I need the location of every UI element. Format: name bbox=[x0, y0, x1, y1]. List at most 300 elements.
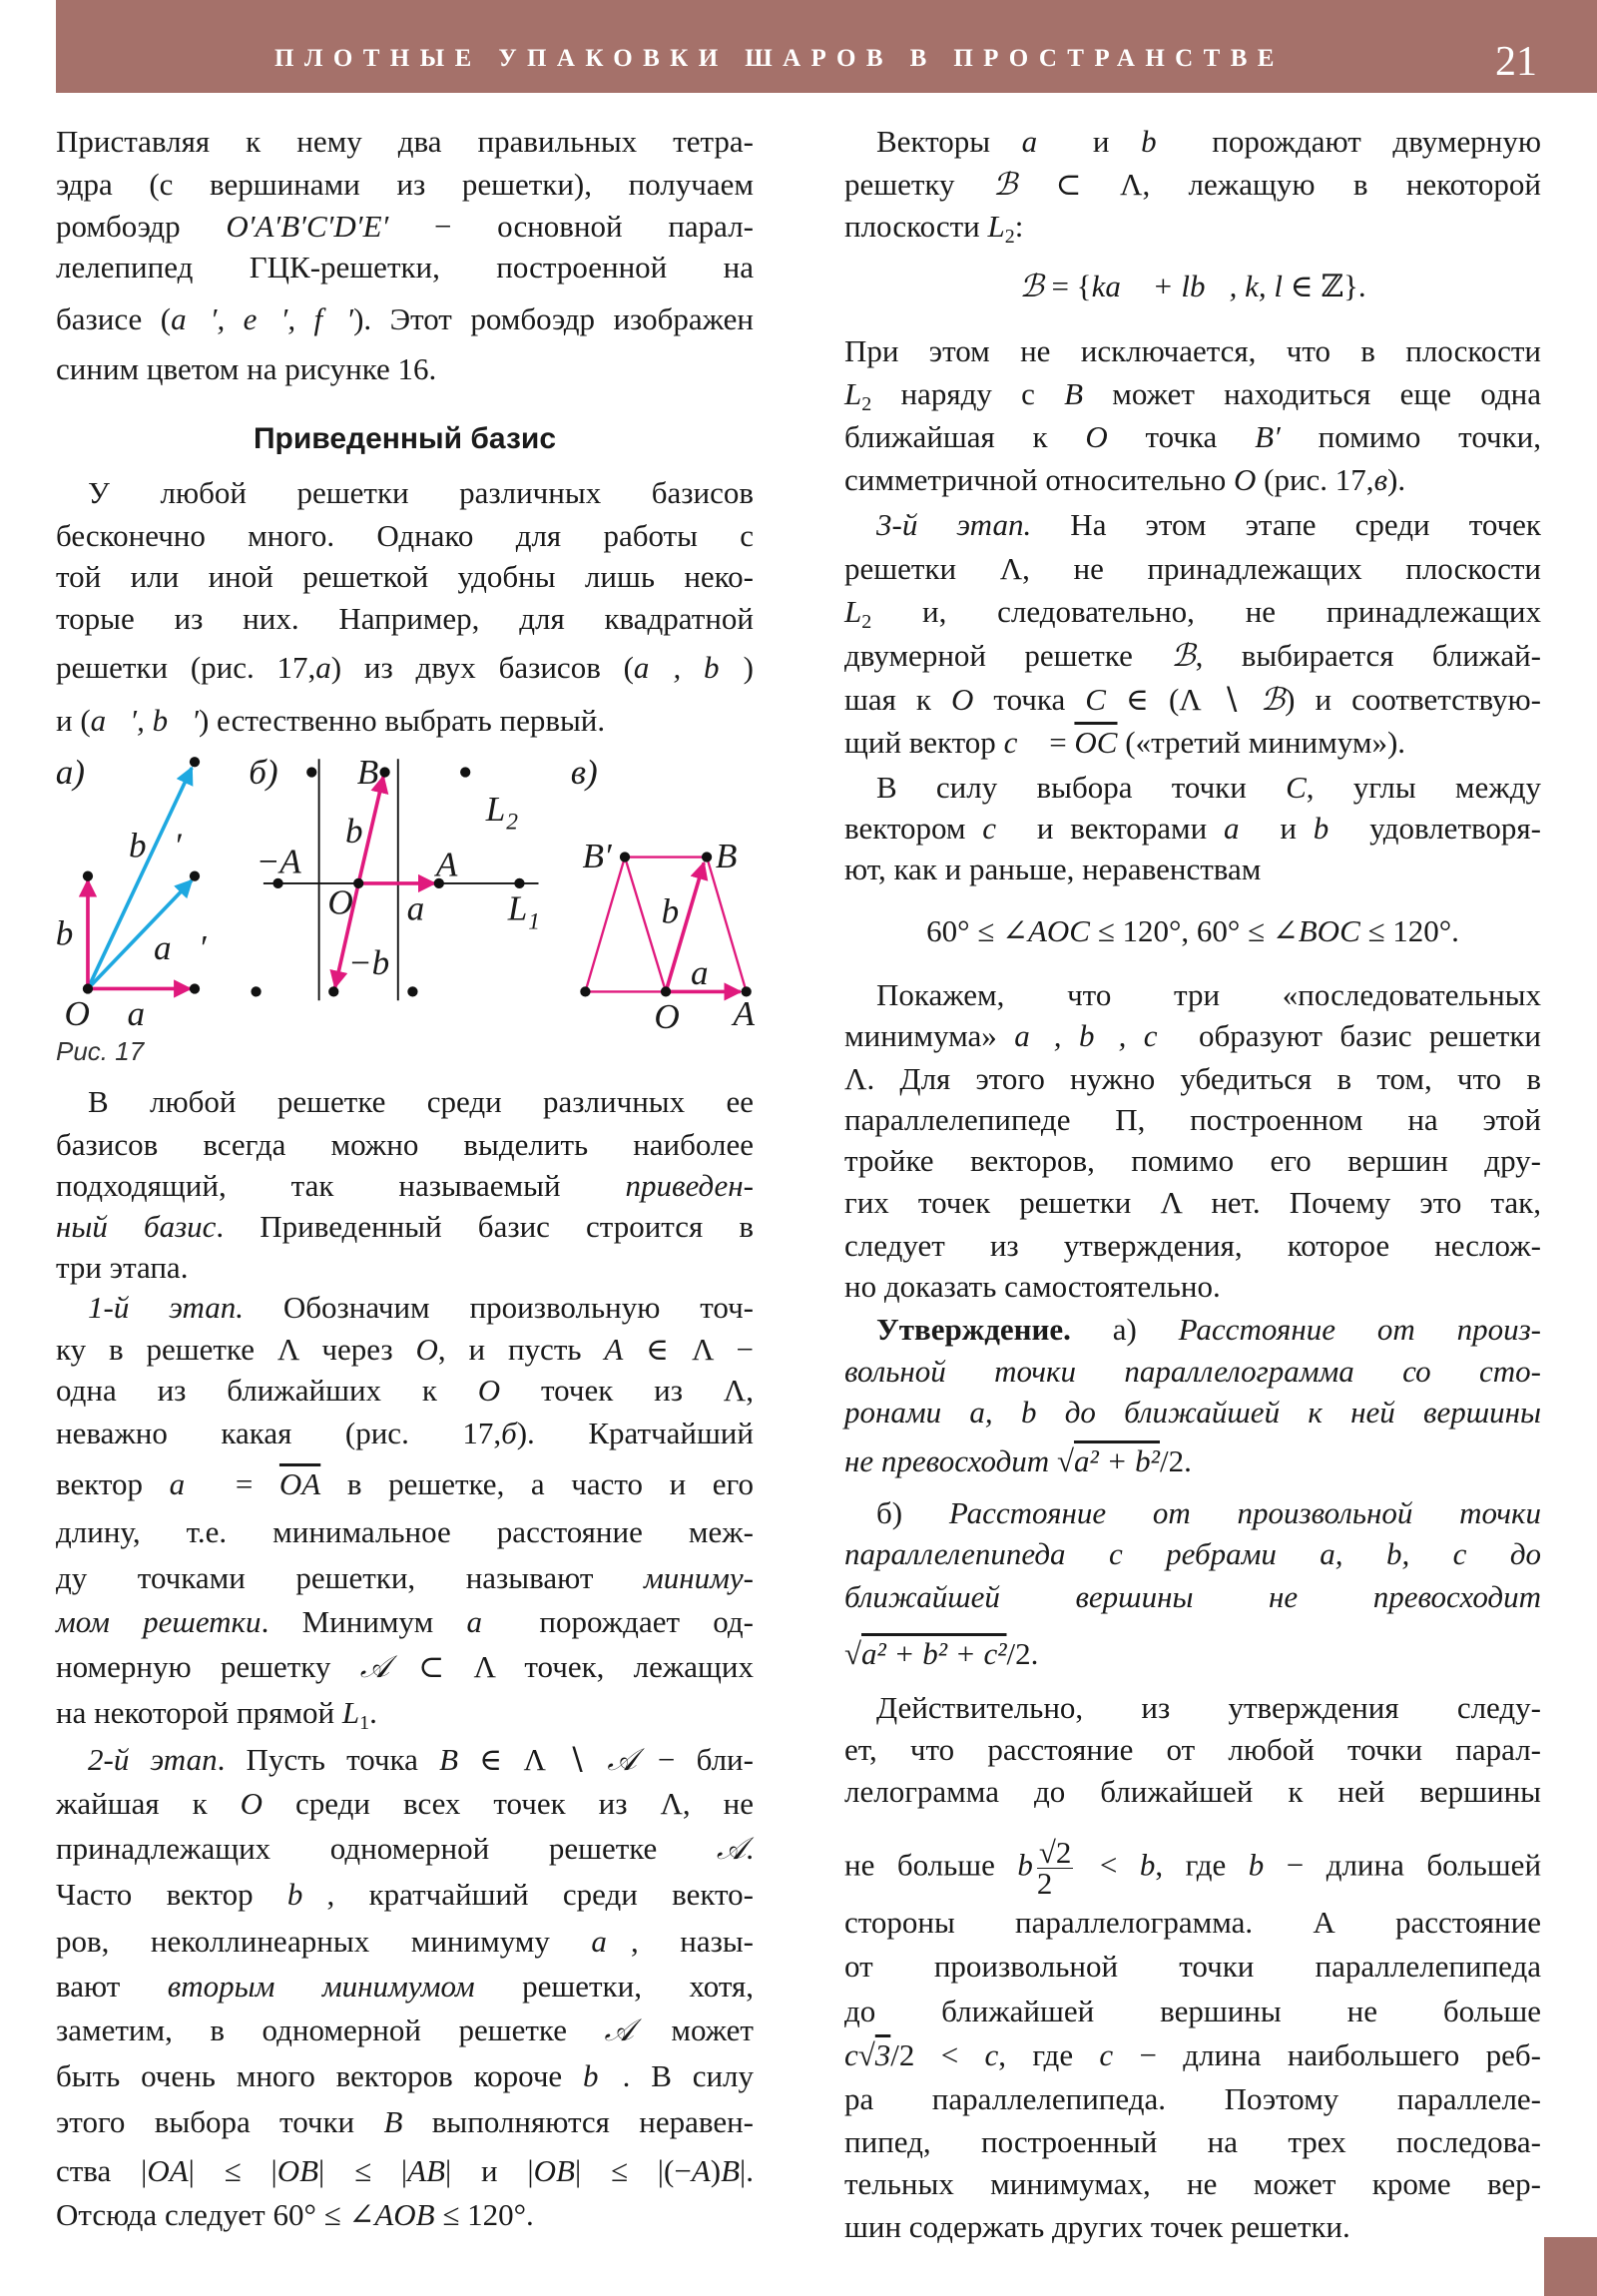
text: порождает од- bbox=[506, 1603, 754, 1639]
text-line bbox=[56, 1873, 754, 1917]
text-line bbox=[844, 2205, 1541, 2249]
italic-text: b⃗ bbox=[1141, 124, 1181, 160]
text-line bbox=[844, 1139, 1541, 1183]
text-line bbox=[844, 973, 1541, 1017]
text: | ≤ |(− bbox=[574, 2152, 692, 2188]
label-A: A bbox=[435, 845, 458, 884]
figure-17 bbox=[44, 740, 776, 1084]
text-line bbox=[56, 297, 754, 341]
text: У любой решетки различных базисов bbox=[88, 475, 754, 511]
text-line bbox=[56, 1164, 754, 1208]
text-line bbox=[56, 597, 754, 641]
text: порождают двумерную bbox=[1180, 124, 1542, 160]
text: тройке векторов, помимо его вершин дру- bbox=[844, 1142, 1541, 1178]
text-line bbox=[56, 120, 754, 164]
italic-text: b⃗ bbox=[286, 1876, 327, 1912]
label-O: O bbox=[327, 882, 353, 922]
text-line bbox=[844, 415, 1541, 459]
text: < bbox=[1077, 1847, 1140, 1883]
text: /2. bbox=[1006, 1636, 1039, 1672]
text: . Минимум bbox=[261, 1603, 467, 1639]
text: Приставляя к нему два правильных тетра- bbox=[56, 124, 754, 160]
text: √ bbox=[844, 1636, 862, 1672]
label-B-prime: B′ bbox=[582, 836, 612, 875]
text: , углы между bbox=[1306, 770, 1541, 805]
overlined-text: a² + b² + c² bbox=[861, 1636, 1007, 1672]
text-line bbox=[844, 2162, 1541, 2206]
text: ближайшая к bbox=[844, 419, 1086, 455]
text: три этапа. bbox=[56, 1250, 189, 1286]
subscript: 2 bbox=[1004, 226, 1015, 249]
fraction bbox=[1036, 1834, 1074, 1901]
text: ∈ Λ − bbox=[623, 1332, 755, 1368]
label-L2: L bbox=[485, 789, 506, 829]
text-line bbox=[844, 2077, 1541, 2121]
text: симметричной относительно bbox=[844, 462, 1234, 498]
formula-line bbox=[844, 909, 1541, 953]
text: ) естественно выбрать первый. bbox=[198, 702, 606, 738]
text: . В силу bbox=[622, 2057, 755, 2093]
text: ров, неколлинеарных минимуму bbox=[56, 1923, 592, 1959]
italic-text: c⃗ bbox=[982, 811, 1021, 847]
italic-text: c⃗ bbox=[1003, 724, 1042, 760]
text: стороны параллелограмма. А расстояние bbox=[844, 1904, 1541, 1940]
text: ⊂ Λ, лежащую в некоторой bbox=[1017, 166, 1541, 202]
text: /2. bbox=[1159, 1442, 1192, 1478]
text: и ( bbox=[56, 702, 91, 738]
italic-text: L bbox=[341, 1694, 360, 1730]
text-line bbox=[56, 2009, 754, 2052]
text-line bbox=[56, 471, 754, 515]
italic-text: b bbox=[1248, 1847, 1265, 1883]
text: и bbox=[1061, 124, 1142, 160]
text: ≤ 120°. bbox=[1359, 912, 1459, 948]
text: , выбирается ближай- bbox=[1195, 638, 1541, 673]
text: ет, что расстояние от любой точки парал- bbox=[844, 1731, 1541, 1767]
text: синим цветом на рисунке 16. bbox=[56, 350, 437, 386]
text-line bbox=[56, 1645, 754, 1689]
text: √ bbox=[1056, 1442, 1074, 1478]
text-line bbox=[56, 1080, 754, 1124]
text: длину, т.е. минимальное расстояние меж- bbox=[56, 1514, 754, 1550]
text-line bbox=[56, 2149, 754, 2193]
text: параллелепипеде Π, построенном на этой bbox=[844, 1101, 1541, 1137]
italic-text: B bbox=[383, 2104, 403, 2140]
text: ) из двух базисов ( bbox=[330, 649, 634, 685]
text: ду точками решетки, называют bbox=[56, 1559, 644, 1595]
text: на некоторой прямой bbox=[56, 1694, 342, 1730]
italic-text: ℬ bbox=[992, 166, 1018, 202]
italic-text: Расстояние от произвольной точки bbox=[948, 1495, 1541, 1531]
text-line bbox=[844, 1181, 1541, 1225]
text-line bbox=[56, 514, 754, 558]
text-line bbox=[844, 458, 1541, 502]
text: принадлежащих одномерной решетке bbox=[56, 1831, 717, 1867]
italic-text: миниму- bbox=[643, 1559, 754, 1595]
label-b: b⃗ bbox=[55, 913, 101, 953]
text: среди всех точек из Λ, не bbox=[263, 1785, 754, 1821]
label-A: A bbox=[733, 994, 755, 1034]
text: может bbox=[633, 2012, 754, 2048]
italic-text: O bbox=[1233, 462, 1257, 498]
panel-b-label: б) bbox=[249, 753, 278, 793]
text: . Приведенный базис строится в bbox=[216, 1208, 754, 1244]
text-line bbox=[844, 1945, 1541, 1989]
text-line bbox=[56, 1205, 754, 1249]
italic-text: a⃗ bbox=[1224, 811, 1264, 847]
overlined-text: $\overline{OC}$ bbox=[1074, 724, 1118, 760]
text: При этом не исключается, что в плоскости bbox=[844, 332, 1541, 368]
text-line bbox=[56, 699, 754, 743]
text-line bbox=[844, 766, 1541, 810]
text: одна из ближайших к bbox=[56, 1373, 478, 1409]
text-line bbox=[56, 1286, 754, 1330]
italic-text: ный базис bbox=[56, 1208, 217, 1244]
text: гих точек решетки Λ нет. Почему это так, bbox=[844, 1185, 1541, 1221]
text: На этом этапе среди точек bbox=[1031, 507, 1541, 543]
text: тельных минимумах, не может кроме вер- bbox=[844, 2166, 1541, 2202]
italic-text: OB bbox=[276, 2152, 319, 2188]
text-line bbox=[844, 163, 1541, 207]
text: − длина наибольшего реб- bbox=[1113, 2037, 1541, 2073]
italic-text: O′A′B′C′D′E′ bbox=[226, 209, 389, 245]
label-L1: L bbox=[507, 888, 528, 928]
italic-text: ℬ bbox=[1260, 682, 1286, 717]
header-title: ПЛОТНЫЕ УПАКОВКИ ШАРОВ В ПРОСТРАНСТВЕ bbox=[274, 45, 1285, 72]
text: жайшая к bbox=[56, 1785, 241, 1821]
text: помимо точки, bbox=[1280, 419, 1542, 455]
text-line bbox=[844, 205, 1541, 249]
text-line bbox=[844, 1686, 1541, 1730]
text: В любой решетке среди различных ее bbox=[88, 1084, 754, 1120]
text: | ≤ | bbox=[318, 2152, 408, 2188]
text-line bbox=[844, 1532, 1541, 1576]
text-line bbox=[56, 1246, 754, 1290]
italic-text: не превосходит bbox=[844, 1442, 1057, 1478]
text: лелепипед ГЦК-решетки, построенной на bbox=[56, 250, 754, 286]
italic-text: O bbox=[415, 1332, 438, 1368]
text: ). Кратчайший bbox=[516, 1415, 754, 1450]
text-line bbox=[844, 372, 1541, 416]
text: В силу выбора точки bbox=[876, 770, 1287, 805]
text-line bbox=[844, 1901, 1541, 1945]
text: Часто вектор bbox=[56, 1876, 287, 1912]
text-line bbox=[56, 1412, 754, 1455]
text: не больше bbox=[844, 1847, 1018, 1883]
italic-text: O bbox=[240, 1785, 264, 1821]
italic-text: b⃗ bbox=[1313, 811, 1353, 847]
text: = bbox=[209, 1466, 279, 1502]
text-line bbox=[56, 1965, 754, 2009]
text-line bbox=[844, 1391, 1541, 1435]
italic-text: б bbox=[501, 1415, 517, 1450]
text-line bbox=[844, 1224, 1541, 1268]
italic-text: C bbox=[1085, 682, 1106, 717]
italic-text: 𝒜 bbox=[359, 1649, 390, 1685]
text: = { bbox=[1043, 269, 1092, 304]
italic-text: a⃗′, b⃗′ bbox=[90, 702, 199, 738]
text: точка bbox=[1107, 419, 1256, 455]
italic-text: L bbox=[844, 375, 862, 411]
label-a: a⃗ bbox=[690, 953, 736, 993]
panel-a-label: а) bbox=[55, 753, 86, 793]
italic-text: c bbox=[844, 2037, 858, 2073]
text: = bbox=[1041, 724, 1075, 760]
text-line bbox=[56, 2100, 754, 2144]
text: /2 < bbox=[890, 2037, 985, 2073]
text-line bbox=[844, 678, 1541, 722]
text: − длина большей bbox=[1264, 1847, 1542, 1883]
corner-tab bbox=[1544, 2237, 1597, 2296]
text: ства | bbox=[56, 2152, 148, 2188]
text-line bbox=[56, 1600, 754, 1644]
text: но доказать самостоятельно. bbox=[844, 1269, 1221, 1305]
text: ) bbox=[710, 2152, 722, 2188]
italic-text: ka⃗ + lb⃗, k, l bbox=[1091, 269, 1283, 304]
text-line bbox=[844, 547, 1541, 591]
text-line bbox=[56, 347, 754, 391]
text: этого выбора точки bbox=[56, 2104, 384, 2140]
italic-text: B bbox=[1064, 375, 1083, 411]
text-line bbox=[56, 2054, 754, 2098]
text: в решетке, а часто и его bbox=[320, 1466, 755, 1502]
text-line bbox=[844, 1265, 1541, 1309]
formula-line bbox=[844, 265, 1541, 308]
text-line bbox=[56, 1123, 754, 1167]
label-a-prime: a⃗′ bbox=[153, 928, 207, 968]
italic-text: ронами a, b до ближайшей к ней вершины bbox=[844, 1395, 1541, 1431]
panel-c bbox=[571, 753, 756, 1036]
italic-text: B′ bbox=[1255, 419, 1281, 455]
label-L2-sub: 2 bbox=[506, 809, 518, 836]
text-line bbox=[844, 329, 1541, 373]
text: («третий минимум»). bbox=[1117, 724, 1406, 760]
italic-text: a⃗ bbox=[466, 1603, 507, 1639]
text-line bbox=[844, 1728, 1541, 1772]
label-O: O bbox=[64, 994, 90, 1034]
overlined-text: 3 bbox=[874, 2037, 891, 2073]
text: | ≤ | bbox=[188, 2152, 277, 2188]
text-line bbox=[844, 1308, 1541, 1352]
label-b-prime: b⃗′ bbox=[129, 826, 182, 865]
text-line bbox=[844, 1990, 1541, 2033]
text: образуют базис решетки bbox=[1181, 1018, 1542, 1054]
italic-text: 2-й этап bbox=[88, 1741, 218, 1777]
text: ∈ (Λ ∖ bbox=[1105, 682, 1261, 717]
italic-text: A bbox=[604, 1332, 624, 1368]
text: ра параллелепипеда. Поэтому параллеле- bbox=[844, 2081, 1541, 2117]
italic-text: a⃗ bbox=[1021, 124, 1062, 160]
label-minus-A: −A bbox=[256, 842, 301, 881]
subscript: 2 bbox=[861, 392, 872, 415]
text: ). Этот ромбоэдр изображен bbox=[353, 300, 754, 336]
text-line bbox=[844, 2033, 1541, 2077]
italic-text: а bbox=[315, 649, 331, 685]
label-B: B bbox=[356, 753, 379, 793]
italic-text: B bbox=[721, 2152, 741, 2188]
italic-text: параллелепипеда с ребрами a, b, c до bbox=[844, 1536, 1541, 1572]
overlined-text: $\overline{OA}$ bbox=[278, 1466, 321, 1502]
text: может находиться еще одна bbox=[1083, 375, 1542, 411]
text: плоскости bbox=[844, 209, 988, 245]
section-heading bbox=[56, 417, 754, 461]
text: неважно какая (рис. 17, bbox=[56, 1415, 502, 1450]
page-number: 21 bbox=[1495, 39, 1537, 85]
text: − основной парал- bbox=[388, 209, 754, 245]
text: Рис. 17 bbox=[56, 1035, 145, 1066]
text: ⊂ Λ точек, лежащих bbox=[389, 1649, 755, 1685]
italic-text: B bbox=[439, 1741, 459, 1777]
text-line bbox=[844, 1350, 1541, 1394]
italic-text: c bbox=[1099, 2037, 1114, 2073]
italic-text: b bbox=[1139, 1847, 1156, 1883]
italic-text: L bbox=[987, 209, 1005, 245]
text: решетки Λ, не принадлежащих плоскости bbox=[844, 551, 1541, 587]
italic-text: ℬ bbox=[1171, 638, 1196, 673]
text: вают bbox=[56, 1969, 168, 2005]
text: ку в решетке Λ через bbox=[56, 1332, 416, 1368]
text: ≤ 120°, 60° ≤ ∠ bbox=[1089, 912, 1299, 948]
italic-text: OB bbox=[533, 2152, 575, 2188]
bold-text: Утверждение. bbox=[876, 1311, 1071, 1347]
text: эдра (с вершинами из решетки), получаем bbox=[56, 166, 754, 202]
text-line bbox=[844, 2120, 1541, 2164]
text: шая к bbox=[844, 682, 952, 717]
overlined-text: a² + b² bbox=[1073, 1442, 1160, 1478]
panel-a bbox=[56, 753, 208, 1033]
italic-text: a⃗, b⃗ bbox=[633, 649, 744, 685]
text-line bbox=[844, 807, 1541, 851]
text: Приведенный базис bbox=[253, 421, 557, 455]
italic-text: BOC bbox=[1298, 912, 1360, 948]
label-O: O bbox=[654, 997, 680, 1037]
text: вектор bbox=[56, 1466, 170, 1502]
text-line bbox=[56, 646, 754, 690]
text: : bbox=[1014, 209, 1024, 245]
text: ). bbox=[1387, 462, 1406, 498]
text-line bbox=[844, 634, 1541, 678]
text-line bbox=[844, 1575, 1541, 1619]
text-line bbox=[844, 1098, 1541, 1142]
text-line bbox=[56, 1691, 754, 1735]
italic-text: 𝒜 bbox=[716, 1831, 747, 1867]
text: . bbox=[746, 1831, 754, 1867]
label-b: b⃗ bbox=[661, 891, 707, 931]
panel-b bbox=[249, 753, 540, 1000]
text: решетки, хотя, bbox=[474, 1969, 754, 2005]
fraction-numerator: √2 bbox=[1038, 1834, 1072, 1870]
italic-text: O bbox=[477, 1373, 501, 1409]
text-line bbox=[844, 1057, 1541, 1101]
text: торые из них. Например, для квадратной bbox=[56, 601, 754, 637]
italic-text: A bbox=[691, 2152, 711, 2188]
text: минимума» bbox=[844, 1018, 1015, 1054]
italic-text: a⃗ bbox=[169, 1466, 210, 1502]
italic-text: L bbox=[844, 594, 862, 629]
italic-text: приведен- bbox=[625, 1167, 754, 1203]
text-line bbox=[844, 120, 1541, 164]
text: − бли- bbox=[636, 1741, 754, 1777]
text-line bbox=[844, 1491, 1541, 1535]
text: , где bbox=[998, 2037, 1100, 2073]
italic-text: 𝒜 bbox=[604, 2012, 634, 2048]
text: Λ. Для этого нужно убедиться в том, что в bbox=[844, 1060, 1541, 1096]
text-line bbox=[56, 555, 754, 599]
text: б) bbox=[876, 1495, 949, 1531]
text: до ближайшей вершины не больше bbox=[844, 1994, 1541, 2029]
text: ) bbox=[743, 649, 754, 685]
italic-text: a⃗, b⃗, c⃗ bbox=[1014, 1018, 1182, 1054]
italic-text: a⃗′, e⃗′, f⃗′ bbox=[171, 300, 354, 336]
text: , назы- bbox=[631, 1923, 754, 1959]
text-line bbox=[56, 1556, 754, 1600]
panel-c-label: в) bbox=[570, 753, 598, 793]
text: 60° ≤ ∠ bbox=[926, 912, 1028, 948]
italic-text: 3-й этап. bbox=[876, 507, 1032, 543]
text: номерную решетку bbox=[56, 1649, 360, 1685]
text: выполняются неравен- bbox=[402, 2104, 754, 2140]
italic-text: OA bbox=[147, 2152, 189, 2188]
text: следует из утверждения, которое неслож- bbox=[844, 1228, 1541, 1264]
italic-text: a⃗ bbox=[591, 1923, 632, 1959]
italic-text: AB bbox=[407, 2152, 445, 2188]
label-a: a⃗ bbox=[406, 888, 452, 928]
italic-text: O bbox=[1085, 419, 1108, 455]
text-line bbox=[844, 848, 1541, 891]
subscript: 1 bbox=[359, 1711, 370, 1734]
italic-text: ℬ bbox=[1019, 269, 1044, 304]
text: и векторами bbox=[1020, 811, 1225, 847]
text-line bbox=[56, 246, 754, 289]
label-B: B bbox=[715, 836, 738, 875]
text: Векторы bbox=[876, 124, 1022, 160]
text-line bbox=[56, 205, 754, 249]
label-a: a⃗ bbox=[127, 994, 173, 1034]
text-line bbox=[844, 1770, 1541, 1814]
text: ∈ ℤ}. bbox=[1282, 269, 1366, 304]
text: | и | bbox=[444, 2152, 534, 2188]
label-L1-sub: 1 bbox=[528, 908, 540, 935]
text: лелограмма до ближайшей к ней вершины bbox=[844, 1774, 1541, 1810]
text: удовлетворя- bbox=[1352, 811, 1541, 847]
text-line bbox=[56, 163, 754, 207]
text: Покажем, что три «последовательных bbox=[876, 977, 1541, 1013]
italic-text: Расстояние от произ- bbox=[1178, 1311, 1541, 1347]
text: шин содержать других точек решетки. bbox=[844, 2208, 1350, 2244]
text-line bbox=[844, 503, 1541, 547]
text: от произвольной точки параллелепипеда bbox=[844, 1948, 1541, 1984]
subscript: 2 bbox=[861, 611, 872, 633]
italic-text: AOC bbox=[1027, 912, 1090, 948]
text: решетки (рис. 17, bbox=[56, 649, 316, 685]
text: наряду с bbox=[871, 375, 1065, 411]
text-line bbox=[56, 1782, 754, 1826]
italic-text: вольной точки параллелограмма со сто- bbox=[844, 1354, 1541, 1390]
text: подходящий, так называемый bbox=[56, 1167, 626, 1203]
italic-text: 𝒜 bbox=[607, 1741, 637, 1777]
text: той или иной решеткой удобны лишь неко- bbox=[56, 558, 754, 594]
text-line bbox=[56, 1510, 754, 1554]
text-line bbox=[56, 1328, 754, 1372]
text: |. bbox=[740, 2152, 754, 2188]
text: и, следовательно, не принадлежащих bbox=[871, 594, 1541, 629]
text: Отсюда следует 60° ≤ ∠ bbox=[56, 2196, 375, 2232]
fraction-denominator: 2 bbox=[1036, 1865, 1053, 1901]
text: базисе ( bbox=[56, 300, 172, 336]
text: . bbox=[369, 1694, 377, 1730]
text: точка bbox=[973, 682, 1086, 717]
italic-text: вторым минимумом bbox=[167, 1969, 475, 2005]
